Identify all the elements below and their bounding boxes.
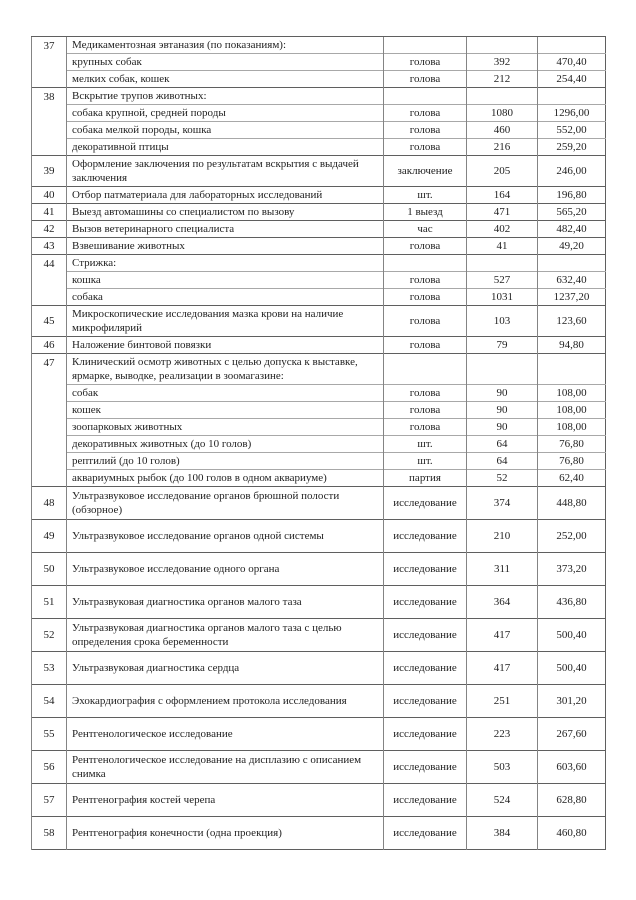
table-row (32, 385, 606, 402)
service-name-cell: Эхокардиография с оформлением протокола исследования (67, 685, 384, 718)
unit-cell: голова (384, 139, 467, 156)
row-number-cell: 49 (32, 520, 67, 553)
service-name-cell: декоративных животных (до 10 голов) (67, 436, 384, 453)
table-row (32, 187, 606, 204)
table-row (32, 553, 606, 586)
row-number-cell: 47 (32, 354, 67, 487)
table-row (32, 88, 606, 105)
service-name-cell: аквариумных рыбок (до 100 голов в одном аквариуме) (67, 470, 384, 487)
row-number-cell: 43 (32, 238, 67, 255)
table-row (32, 354, 606, 385)
row-number-cell: 38 (32, 88, 67, 156)
unit-cell: шт. (384, 453, 467, 470)
row-number-cell: 45 (32, 306, 67, 337)
quantity-cell: 64 (467, 436, 538, 453)
quantity-cell (467, 354, 538, 385)
service-name-cell: Медикаментозная эвтаназия (по показаниям): (67, 37, 384, 54)
quantity-cell (467, 37, 538, 54)
table-row (32, 436, 606, 453)
quantity-cell: 164 (467, 187, 538, 204)
row-number-cell: 46 (32, 337, 67, 354)
price-cell: 500,40 (538, 652, 606, 685)
service-name-cell: крупных собак (67, 54, 384, 71)
price-cell (538, 88, 606, 105)
unit-cell: голова (384, 71, 467, 88)
quantity-cell: 216 (467, 139, 538, 156)
unit-cell (384, 354, 467, 385)
price-cell (538, 37, 606, 54)
service-name-cell: Ультразвуковое исследование органов одной системы (67, 520, 384, 553)
quantity-cell: 90 (467, 385, 538, 402)
service-name-cell: декоративной птицы (67, 139, 384, 156)
quantity-cell: 384 (467, 817, 538, 850)
service-name-cell: зоопарковых животных (67, 419, 384, 436)
unit-cell: голова (384, 385, 467, 402)
row-number-cell: 48 (32, 487, 67, 520)
row-number-cell: 42 (32, 221, 67, 238)
unit-cell: исследование (384, 619, 467, 652)
service-name-cell: Ультразвуковая диагностика сердца (67, 652, 384, 685)
price-cell: 246,00 (538, 156, 606, 187)
price-cell: 252,00 (538, 520, 606, 553)
row-number-cell: 50 (32, 553, 67, 586)
unit-cell: исследование (384, 784, 467, 817)
service-name-cell: собака мелкой породы, кошка (67, 122, 384, 139)
service-name-cell: кошка (67, 272, 384, 289)
quantity-cell: 90 (467, 402, 538, 419)
price-cell: 1237,20 (538, 289, 606, 306)
price-cell: 482,40 (538, 221, 606, 238)
table-row (32, 272, 606, 289)
quantity-cell: 1080 (467, 105, 538, 122)
price-cell: 460,80 (538, 817, 606, 850)
price-cell (538, 354, 606, 385)
quantity-cell: 41 (467, 238, 538, 255)
unit-cell: шт. (384, 436, 467, 453)
service-name-cell: Рентгенография костей черепа (67, 784, 384, 817)
row-number-cell: 39 (32, 156, 67, 187)
price-cell: 267,60 (538, 718, 606, 751)
quantity-cell: 417 (467, 652, 538, 685)
price-cell: 448,80 (538, 487, 606, 520)
service-name-cell: Ультразвуковая диагностика органов малого таза с целью определения срока беременности (67, 619, 384, 652)
service-name-cell: собак (67, 385, 384, 402)
table-row (32, 784, 606, 817)
service-name-cell: Взвешивание животных (67, 238, 384, 255)
price-cell: 628,80 (538, 784, 606, 817)
price-cell: 565,20 (538, 204, 606, 221)
price-cell: 123,60 (538, 306, 606, 337)
unit-cell: исследование (384, 685, 467, 718)
quantity-cell: 364 (467, 586, 538, 619)
quantity-cell: 417 (467, 619, 538, 652)
unit-cell: исследование (384, 652, 467, 685)
quantity-cell: 212 (467, 71, 538, 88)
unit-cell: голова (384, 272, 467, 289)
service-name-cell: Вызов ветеринарного специалиста (67, 221, 384, 238)
unit-cell: исследование (384, 520, 467, 553)
quantity-cell: 527 (467, 272, 538, 289)
table-row (32, 238, 606, 255)
service-name-cell: Ультразвуковое исследование одного органа (67, 553, 384, 586)
quantity-cell: 503 (467, 751, 538, 784)
row-number-cell: 55 (32, 718, 67, 751)
quantity-cell (467, 88, 538, 105)
price-cell: 259,20 (538, 139, 606, 156)
service-name-cell: рептилий (до 10 голов) (67, 453, 384, 470)
price-cell: 552,00 (538, 122, 606, 139)
price-cell: 76,80 (538, 436, 606, 453)
quantity-cell: 402 (467, 221, 538, 238)
price-cell: 108,00 (538, 419, 606, 436)
unit-cell: шт. (384, 187, 467, 204)
price-cell: 301,20 (538, 685, 606, 718)
quantity-cell: 90 (467, 419, 538, 436)
unit-cell: голова (384, 337, 467, 354)
row-number-cell: 51 (32, 586, 67, 619)
row-number-cell: 58 (32, 817, 67, 850)
table-row (32, 139, 606, 156)
quantity-cell: 52 (467, 470, 538, 487)
price-cell (538, 255, 606, 272)
price-cell: 603,60 (538, 751, 606, 784)
service-name-cell: Клинический осмотр животных с целью допуска к выставке, ярмарке, выводке, реализации в зоомагазине: (67, 354, 384, 385)
quantity-cell: 210 (467, 520, 538, 553)
price-table-body (32, 37, 606, 850)
quantity-cell: 64 (467, 453, 538, 470)
service-name-cell: Микроскопические исследования мазка крови на наличие микрофилярий (67, 306, 384, 337)
unit-cell (384, 88, 467, 105)
row-number-cell: 54 (32, 685, 67, 718)
quantity-cell: 374 (467, 487, 538, 520)
unit-cell: голова (384, 54, 467, 71)
service-name-cell: собака (67, 289, 384, 306)
table-row (32, 255, 606, 272)
table-row (32, 306, 606, 337)
price-cell: 470,40 (538, 54, 606, 71)
service-name-cell: Ультразвуковая диагностика органов малого таза (67, 586, 384, 619)
price-cell: 196,80 (538, 187, 606, 204)
table-row (32, 586, 606, 619)
unit-cell: голова (384, 419, 467, 436)
row-number-cell: 40 (32, 187, 67, 204)
table-row (32, 817, 606, 850)
table-row (32, 204, 606, 221)
table-row (32, 37, 606, 54)
service-name-cell: собака крупной, средней породы (67, 105, 384, 122)
unit-cell: исследование (384, 487, 467, 520)
row-number-cell: 53 (32, 652, 67, 685)
table-row (32, 156, 606, 187)
quantity-cell: 460 (467, 122, 538, 139)
table-row (32, 289, 606, 306)
row-number-cell: 37 (32, 37, 67, 88)
table-row (32, 337, 606, 354)
table-row (32, 520, 606, 553)
unit-cell: голова (384, 306, 467, 337)
table-row (32, 619, 606, 652)
table-row (32, 487, 606, 520)
price-cell: 108,00 (538, 402, 606, 419)
price-cell: 49,20 (538, 238, 606, 255)
price-cell: 436,80 (538, 586, 606, 619)
quantity-cell: 311 (467, 553, 538, 586)
quantity-cell: 251 (467, 685, 538, 718)
unit-cell: голова (384, 402, 467, 419)
service-name-cell: Рентгенологическое исследование (67, 718, 384, 751)
row-number-cell: 57 (32, 784, 67, 817)
price-cell: 1296,00 (538, 105, 606, 122)
table-row (32, 470, 606, 487)
price-cell: 108,00 (538, 385, 606, 402)
table-row (32, 652, 606, 685)
service-name-cell: мелких собак, кошек (67, 71, 384, 88)
service-name-cell: Рентгенография конечности (одна проекция) (67, 817, 384, 850)
unit-cell: голова (384, 289, 467, 306)
row-number-cell: 44 (32, 255, 67, 306)
unit-cell: исследование (384, 817, 467, 850)
service-name-cell: Ультразвуковое исследование органов брюшной полости (обзорное) (67, 487, 384, 520)
price-cell: 254,40 (538, 71, 606, 88)
service-name-cell: Вскрытие трупов животных: (67, 88, 384, 105)
price-cell: 62,40 (538, 470, 606, 487)
quantity-cell (467, 255, 538, 272)
unit-cell (384, 37, 467, 54)
row-number-cell: 41 (32, 204, 67, 221)
quantity-cell: 524 (467, 784, 538, 817)
table-row (32, 751, 606, 784)
price-cell: 76,80 (538, 453, 606, 470)
unit-cell: исследование (384, 751, 467, 784)
service-name-cell: Оформление заключения по результатам вскрытия с выдачей заключения (67, 156, 384, 187)
price-cell: 373,20 (538, 553, 606, 586)
quantity-cell: 205 (467, 156, 538, 187)
table-row (32, 54, 606, 71)
quantity-cell: 223 (467, 718, 538, 751)
price-cell: 500,40 (538, 619, 606, 652)
price-cell: 94,80 (538, 337, 606, 354)
service-name-cell: Отбор патматериала для лабораторных исследований (67, 187, 384, 204)
table-row (32, 685, 606, 718)
table-row (32, 105, 606, 122)
unit-cell: исследование (384, 553, 467, 586)
service-name-cell: Стрижка: (67, 255, 384, 272)
unit-cell: 1 выезд (384, 204, 467, 221)
quantity-cell: 392 (467, 54, 538, 71)
service-name-cell: Рентгенологическое исследование на дисплазию с описанием снимка (67, 751, 384, 784)
unit-cell: партия (384, 470, 467, 487)
unit-cell (384, 255, 467, 272)
quantity-cell: 1031 (467, 289, 538, 306)
unit-cell: исследование (384, 718, 467, 751)
unit-cell: голова (384, 122, 467, 139)
service-name-cell: Наложение бинтовой повязки (67, 337, 384, 354)
unit-cell: час (384, 221, 467, 238)
table-row (32, 122, 606, 139)
row-number-cell: 56 (32, 751, 67, 784)
table-row (32, 718, 606, 751)
unit-cell: голова (384, 105, 467, 122)
table-row (32, 453, 606, 470)
service-name-cell: Выезд автомашины со специалистом по вызову (67, 204, 384, 221)
unit-cell: заключение (384, 156, 467, 187)
table-row (32, 419, 606, 436)
table-row (32, 221, 606, 238)
table-row (32, 402, 606, 419)
row-number-cell: 52 (32, 619, 67, 652)
service-name-cell: кошек (67, 402, 384, 419)
price-table (31, 36, 606, 850)
quantity-cell: 471 (467, 204, 538, 221)
unit-cell: исследование (384, 586, 467, 619)
quantity-cell: 79 (467, 337, 538, 354)
quantity-cell: 103 (467, 306, 538, 337)
price-cell: 632,40 (538, 272, 606, 289)
unit-cell: голова (384, 238, 467, 255)
table-row (32, 71, 606, 88)
